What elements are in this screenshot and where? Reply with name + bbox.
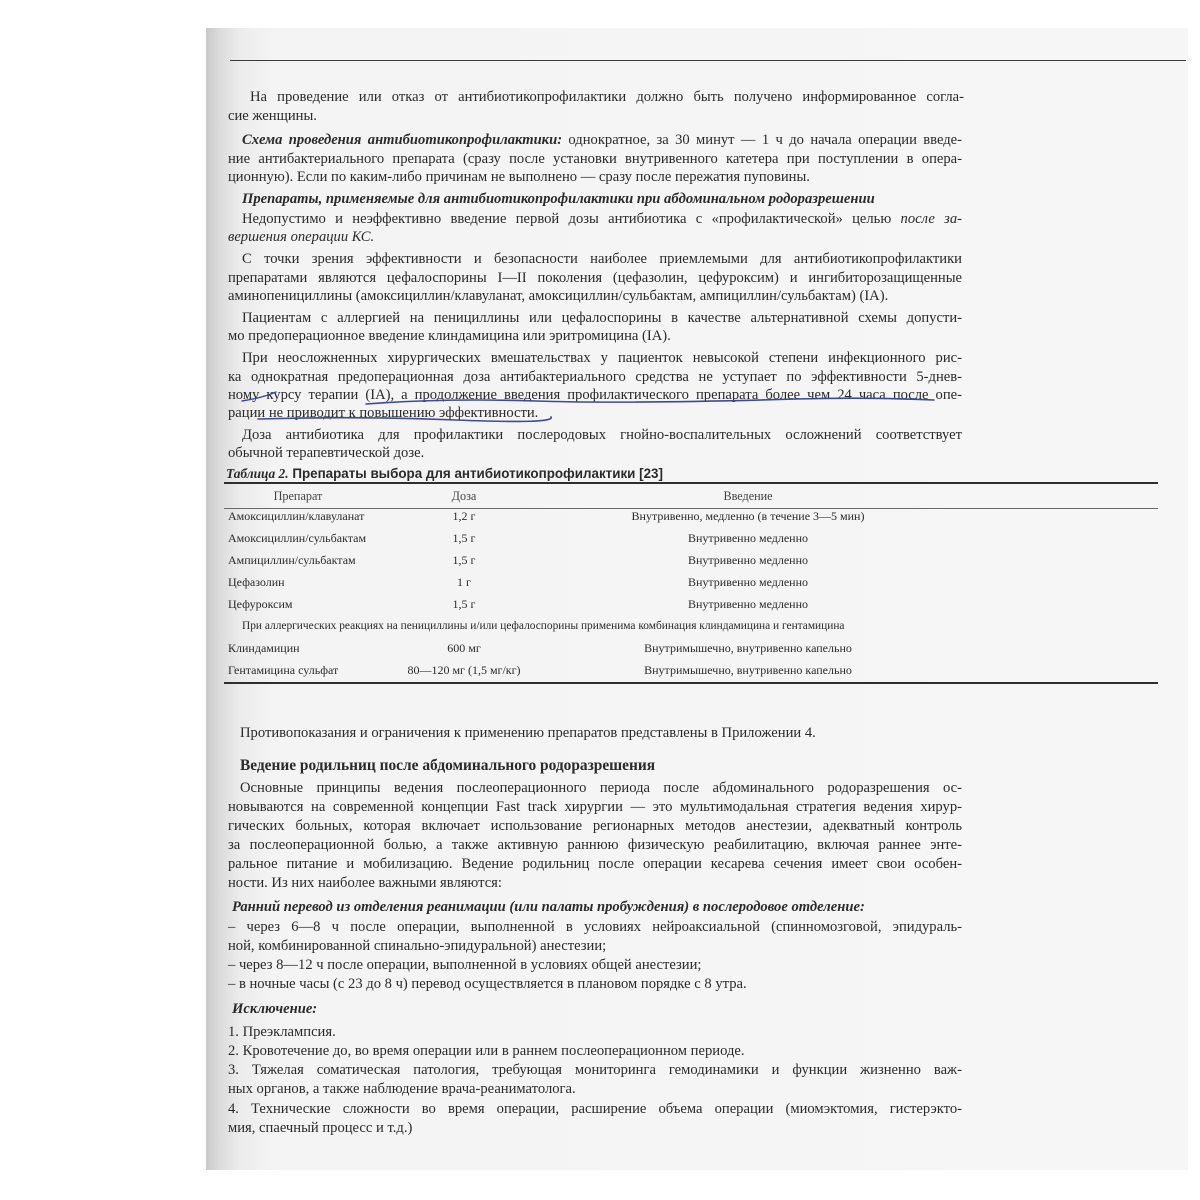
text-line: При неосложненных хирургических вмешательствах у пациенток невысокой степени инфекционного рис- <box>242 350 962 366</box>
table-cell-dose: 1,5 г <box>452 597 476 611</box>
list-item: – в ночные часы (с 23 до 8 ч) перевод осуществляется в плановом порядке с 8 утра. <box>228 976 747 992</box>
scheme-label: Схема проведения антибиотикопрофилактики: <box>242 132 563 148</box>
text-line: ние антибактериального препарата (сразу после установки внутривенного катетера при поступлении в опера- <box>228 151 962 167</box>
table-note: При аллергических реакциях на пенициллины и/или цефалоспорины применима комбинация клиндамицина и гентамицина <box>242 620 845 632</box>
list-item: 1. Преэклампсия. <box>228 1024 336 1040</box>
text-line: вершения операции КС. <box>228 229 375 245</box>
table-cell-drug: Амоксициллин/клавуланат <box>228 509 365 523</box>
list-item: – через 6—8 ч после операции, выполненной в условиях нейроаксиальной (спинномозговой, эпидураль- <box>228 919 962 935</box>
text-span: Недопустимо и неэффективно введение первой дозы антибиотика с «профилактической» целью <box>242 211 901 227</box>
list-item: 4. Технические сложности во время операции, расширение объема операции (миомэктомия, гистерэкто- <box>228 1101 962 1117</box>
table-cell-route: Внутримышечно, внутривенно капельно <box>644 641 852 655</box>
header-rule <box>230 60 1186 61</box>
table-cell-route: Внутримышечно, внутривенно капельно <box>644 663 852 677</box>
table-cell-drug: Цефуроксим <box>228 597 293 611</box>
text-line: рации не приводит к повышению эффективности. <box>228 405 539 421</box>
table-cell-drug: Цефазолин <box>228 575 285 589</box>
list-item: ных органов, а также наблюдение врача-реаниматолога. <box>228 1081 576 1097</box>
table-cell-dose: 1,2 г <box>452 509 476 523</box>
table-cell-dose: 80—120 мг (1,5 мг/кг) <box>407 663 521 677</box>
scheme-text: однократное, за 30 минут — 1 ч до начала операции введе- <box>562 132 962 148</box>
table-header-route: Введение <box>723 489 773 503</box>
text-line: Основные принципы ведения послеоперационного периода после абдоминального родоразрешения ос- <box>240 780 962 796</box>
list-item: 2. Кровотечение до, во время операции или в раннем послеоперационном периоде. <box>228 1043 745 1059</box>
table-cell-drug: Клиндамицин <box>228 641 300 655</box>
text-line: обычной терапевтической дозе. <box>228 445 425 461</box>
text-line: ционную). Если по каким-либо причинам не выполнено — сразу после пережатия пуповины. <box>228 169 810 185</box>
text-line: Противопоказания и ограничения к применению препаратов представлены в Приложении 4. <box>240 725 816 741</box>
text-line: мо предоперационное введение клиндамицина или эритромицина (IA). <box>228 328 671 344</box>
table-cell-route: Внутривенно медленно <box>687 575 809 589</box>
table-cell-dose: 1 г <box>457 575 471 589</box>
text-line: ности. Из них наиболее важными являются: <box>228 875 502 891</box>
text-line: С точки зрения эффективности и безопасности наиболее приемлемыми для антибиотикопрофилактики <box>242 251 962 267</box>
table-bottom-rule <box>224 682 1158 684</box>
table-cell-drug: Ампициллин/сульбактам <box>228 553 356 567</box>
table-cell-route: Внутривенно медленно <box>687 531 809 545</box>
text-line: ка однократная предоперационная доза антибактериального средства не уступает по эффективности 5-днев- <box>228 369 962 385</box>
section-heading: Ведение родильниц после абдоминального родоразрешения <box>240 757 656 774</box>
text-line: препаратами являются цефалоспорины I—II поколения (цефазолин, цефуроксим) и ингибиторозащищенные <box>228 270 962 286</box>
text-line: Пациентам с аллергией на пенициллины или цефалоспорины в качестве альтернативной схемы допусти- <box>242 310 962 326</box>
text-line: На проведение или отказ от антибиотикопрофилактики должно быть получено информированное согла- <box>250 89 964 105</box>
subsection-heading: Исключение: <box>232 1001 318 1017</box>
table-cell-drug: Амоксициллин/сульбактам <box>228 531 367 545</box>
table-cell-route: Внутривенно, медленно (в течение 3—5 мин) <box>631 509 865 523</box>
table-cell-route: Внутривенно медленно <box>687 597 809 611</box>
table-cell-dose: 1,5 г <box>452 553 476 567</box>
table-cell-route: Внутривенно медленно <box>687 553 809 567</box>
text-line: Доза антибиотика для профилактики послеродовых гнойно-воспалительных осложнений соответствует <box>242 427 962 443</box>
text-span: после за- <box>900 211 962 227</box>
text-line: аминопенициллины (амоксициллин/клавуланат, амоксициллин/сульбактам, ампициллин/сульбактам) (IA). <box>228 288 889 304</box>
subsection-heading: Препараты, применяемые для антибиотикопрофилактики при абдоминальном родоразрешении <box>242 191 875 207</box>
table-cell-drug: Гентамицина сульфат <box>228 663 339 677</box>
text-line: сие женщины. <box>228 108 317 124</box>
text-line: за послеоперационной болью, а также активную раннюю физическую реабилитацию, включая раннее энте- <box>228 837 962 853</box>
table-caption <box>226 465 663 483</box>
table-cell-dose: 1,5 г <box>452 531 476 545</box>
text-line: ральное питание и мобилизацию. Ведение родильниц после операции кесарева сечения имеет свои особен- <box>228 856 962 872</box>
list-item: 3. Тяжелая соматическая патология, требующая мониторинга гемодинамики и функции жизненно важ- <box>228 1062 962 1078</box>
table-caption-label: Таблица 2. <box>226 466 289 481</box>
list-item: мия, спаечный процесс и т.д.) <box>228 1120 413 1136</box>
subsection-heading: Ранний перевод из отделения реанимации (или палаты пробуждения) в послеродовое отделение: <box>232 899 865 915</box>
text-line <box>242 131 962 149</box>
table-cell-dose: 600 мг <box>447 641 481 655</box>
text-line <box>242 210 962 228</box>
list-item: ной, комбинированной спинально-эпидуральной) анестезии; <box>228 938 607 954</box>
table-caption-title: Препараты выбора для антибиотикопрофилактики [23] <box>288 466 663 481</box>
scanned-page <box>206 28 1188 1170</box>
list-item: – через 8—12 ч после операции, выполненной в условиях общей анестезии; <box>228 957 702 973</box>
text-line: новываются на современной концепции Fast track хирургии — это мультимодальная стратегия ведения хирур- <box>228 799 962 815</box>
table-top-rule <box>224 482 1158 484</box>
text-line: ному курсу терапии (IA), а продолжение введения профилактического препарата более чем 24 часа после опе- <box>228 387 962 403</box>
text-line: гических больных, которая включает использование регионарных методов анестезии, адекватный контроль <box>228 818 962 834</box>
table-header-dose: Доза <box>451 489 477 503</box>
table-header-drug: Препарат <box>273 489 323 503</box>
